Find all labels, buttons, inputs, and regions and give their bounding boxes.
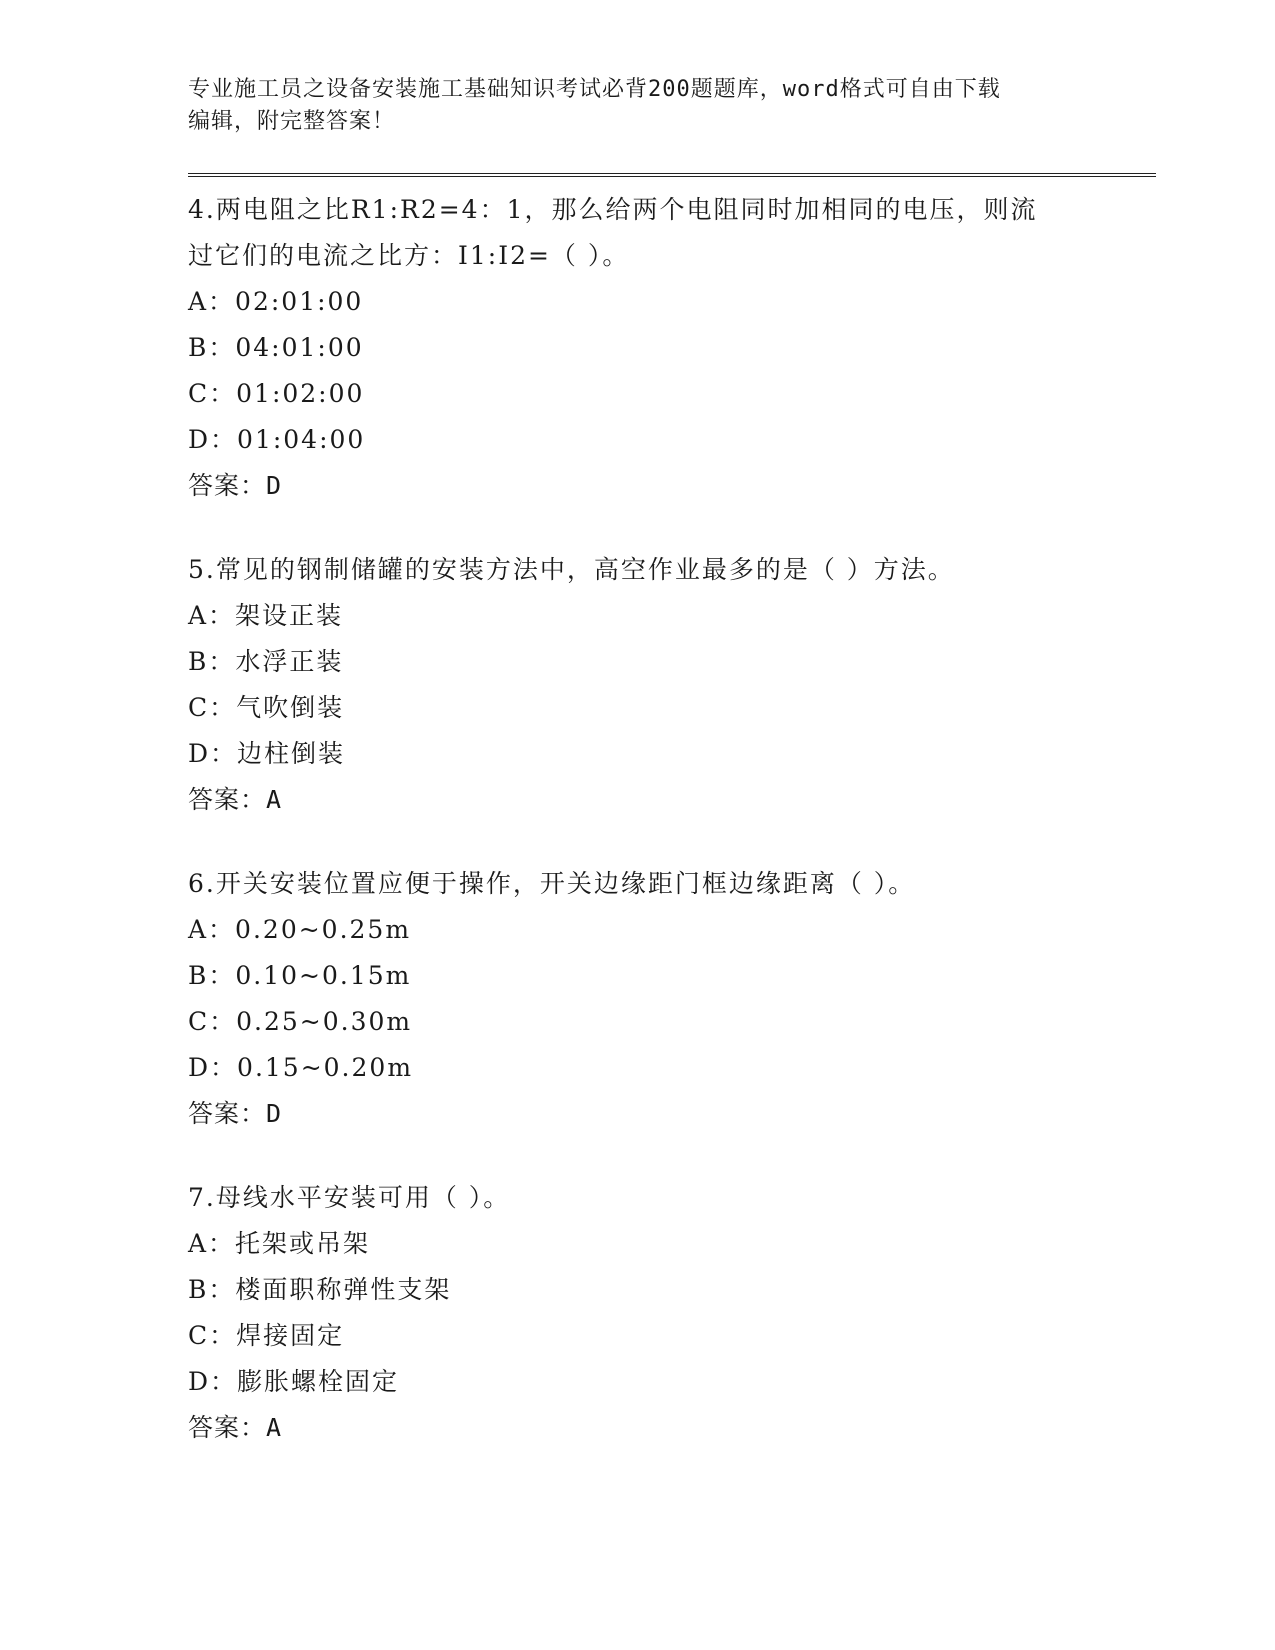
option-d: D：边柱倒装 — [188, 739, 346, 768]
question-4 — [188, 187, 1158, 509]
header-divider — [188, 173, 1156, 177]
answer-line: 答案：A — [188, 785, 283, 814]
document-page — [188, 74, 1158, 1489]
question-stem-line-1: 5.常见的钢制储罐的安装方法中，高空作业最多的是（ ）方法。 — [188, 555, 955, 584]
option-d: D：膨胀螺栓固定 — [188, 1367, 400, 1396]
answer-line: 答案：A — [188, 1413, 283, 1442]
question-stem-line-1: 4.两电阻之比R1:R2=4：1，那么给两个电阻同时加相同的电压，则流 — [188, 195, 1038, 224]
question-list — [188, 187, 1158, 1451]
question-stem — [188, 187, 1068, 279]
option-b: B：水浮正装 — [188, 647, 344, 676]
option-b: B：楼面职称弹性支架 — [188, 1275, 452, 1304]
option-a: A：0.20~0.25m — [188, 915, 412, 944]
option-d: D：0.15~0.20m — [188, 1053, 414, 1082]
question-stem — [188, 1175, 1068, 1221]
option-c: C：焊接固定 — [188, 1321, 345, 1350]
header-title-line-1: 专业施工员之设备安装施工基础知识考试必背200题题库，word格式可自由下载 — [188, 77, 1001, 102]
answer-line: 答案：D — [188, 471, 283, 500]
option-b: B：04:01:00 — [188, 333, 364, 362]
question-stem — [188, 861, 1068, 907]
option-a: A：02:01:00 — [188, 287, 364, 316]
question-stem-line-1: 6.开关安装位置应便于操作，开关边缘距门框边缘距离（ ）。 — [188, 869, 916, 898]
document-header — [188, 74, 1068, 138]
question-stem — [188, 547, 1068, 593]
question-stem-line-1: 7.母线水平安装可用（ ）。 — [188, 1183, 511, 1212]
answer-line: 答案：D — [188, 1099, 283, 1128]
option-c: C：01:02:00 — [188, 379, 365, 408]
option-c: C：0.25~0.30m — [188, 1007, 413, 1036]
question-7 — [188, 1175, 1158, 1451]
option-b: B：0.10~0.15m — [188, 961, 412, 990]
question-6 — [188, 861, 1158, 1137]
option-a: A：架设正装 — [188, 601, 344, 630]
option-c: C：气吹倒装 — [188, 693, 345, 722]
option-d: D：01:04:00 — [188, 425, 366, 454]
question-5 — [188, 547, 1158, 823]
question-stem-line-2: 过它们的电流之比方：I1:I2=（ ）。 — [188, 241, 630, 270]
header-title-line-2: 编辑，附完整答案！ — [188, 109, 396, 134]
option-a: A：托架或吊架 — [188, 1229, 371, 1258]
